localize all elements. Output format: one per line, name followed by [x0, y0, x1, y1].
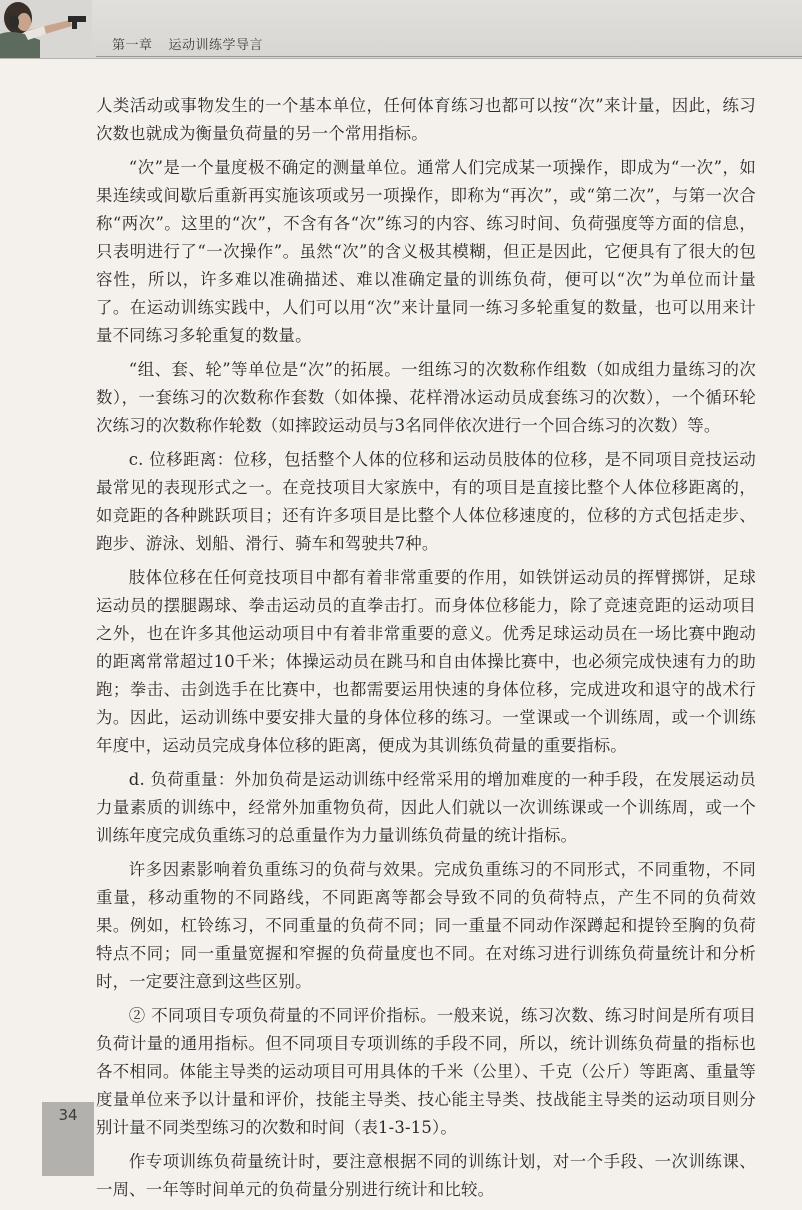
paragraph: “次”是一个量度极不确定的测量单位。通常人们完成某一项操作，即成为“一次”，如果连续或间歇后重新再实施该项或另一项操作，即称为“再次”，或“第二次”，与第一次合称“两次”。这里的“次”，不含有各“次”练习的内容、练习时间、负荷强度等方面的信息，只表明进行了“一次操作”。虽然“次”的含义极其模糊，但正是因此，它便具有了很大的包容性，所以，许多难以准确描述、难以准确定量的训练负荷，便可以“次”为单位而计量了。在运动训练实践中，人们可以用“次”来计量同一练习多轮重复的数量，也可以用来计量不同练习多轮重复的数量。 [96, 158, 756, 345]
paragraph: c. 位移距离：位移，包括整个人体的位移和运动员肢体的位移，是不同项目竞技运动最常见的表现形式之一。在竞技项目大家族中，有的项目是直接比整个人体位移距离的，如竞距的各种跳跃项目；还有许多项目是比整个人体位移速度的，位移的方式包括走步、跑步、游泳、划船、滑行、骑车和驾驶共7种。 [96, 450, 756, 553]
header-photo-shooter [0, 0, 92, 58]
paragraph: 肢体位移在任何竞技项目中都有着非常重要的作用，如铁饼运动员的挥臂掷饼，足球运动员的摆腿踢球、拳击运动员的直拳击打。而身体位移能力，除了竞速竞距的运动项目之外，也在许多其他运动项目中有着非常重要的意义。优秀足球运动员在一场比赛中跑动的距离常常超过10千米；体操运动员在跳马和自由体操比赛中，也必须完成快速有力的助跑；拳击、击剑选手在比赛中，也都需要运用快速的身体位移，完成进攻和退守的战术行为。因此，运动训练中要安排大量的身体位移的练习。一堂课或一个训练周，或一个训练年度中，运动员完成身体位移的距离，便成为其训练负荷量的重要指标。 [96, 568, 756, 755]
body-text [96, 92, 756, 1210]
paragraph: 许多因素影响着负重练习的负荷与效果。完成负重练习的不同形式，不同重物，不同重量，移动重物的不同路线，不同距离等都会导致不同的负荷特点，产生不同的负荷效果。例如，杠铃练习，不同重量的负荷不同；同一重量不同动作深蹲起和提铃至胸的负荷特点不同；同一重量宽握和窄握的负荷量度也不同。在对练习进行训练负荷量统计和分析时，一定要注意到这些区别。 [96, 860, 756, 991]
page-number: 34 [58, 1106, 78, 1124]
paragraph: “组、套、轮”等单位是“次”的拓展。一组练习的次数称作组数（如成组力量练习的次数），一套练习的次数称作套数（如体操、花样滑冰运动员成套练习的次数），一个循环轮次练习的次数称作轮数（如摔跤运动员与3名同伴依次进行一个回合练习的次数）等。 [96, 360, 756, 435]
paragraph: 人类活动或事物发生的一个基本单位，任何体育练习也都可以按“次”来计量，因此，练习次数也就成为衡量负荷量的另一个常用指标。 [96, 96, 756, 143]
running-header [0, 0, 802, 59]
paragraph: ② 不同项目专项负荷量的不同评价指标。一般来说，练习次数、练习时间是所有项目负荷计量的通用指标。但不同项目专项训练的手段不同，所以，统计训练负荷量的指标也各不相同。体能主导类的运动项目可用具体的千米（公里）、千克（公斤）等距离、重量等度量单位来予以计量和评价，技能主导类、技心能主导类、技战能主导类的运动项目则分别计量不同类型练习的次数和时间（表1-3-15）。 [96, 1006, 756, 1137]
chapter-title: 运动训练学导言 [168, 38, 264, 53]
paragraph: 作专项训练负荷量统计时，要注意根据不同的训练计划，对一个手段、一次训练课、一周、一年等时间单元的负荷量分别进行统计和比较。 [96, 1152, 756, 1199]
paragraph: d. 负荷重量：外加负荷是运动训练中经常采用的增加难度的一种手段，在发展运动员力量素质的训练中，经常外加重物负荷，因此人们就以一次训练课或一个训练周，或一个训练年度完成负重练习的总重量作为力量训练负荷量的统计指标。 [96, 770, 756, 845]
chapter-number: 第一章 [112, 38, 153, 53]
chapter-heading [112, 34, 263, 53]
header-rule [96, 56, 802, 57]
